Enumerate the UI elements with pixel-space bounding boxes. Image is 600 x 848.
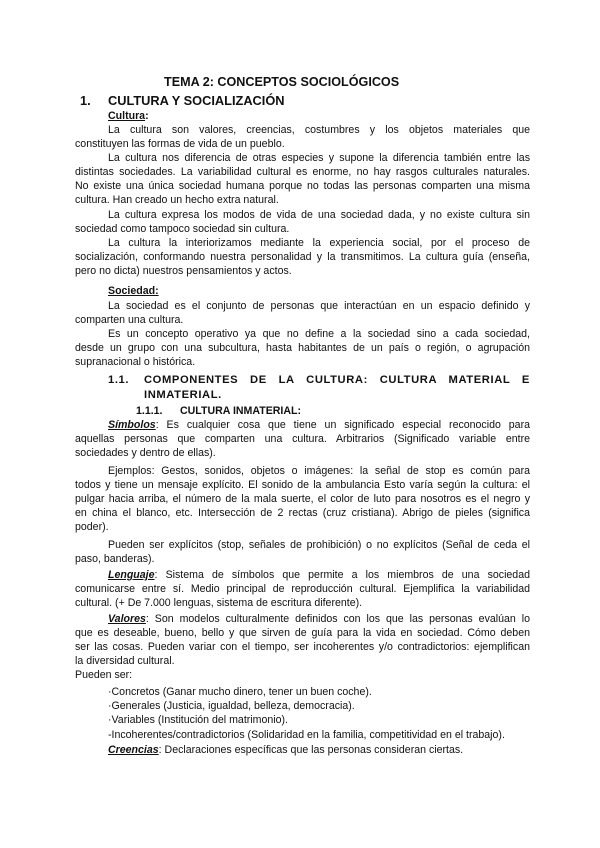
sociedad-p1-line-1: La sociedad es el conjunto de personas que interactúan en un espacio definido y: [108, 300, 530, 312]
simbolos-line-2: aquellas personas que comparten una cultura. Arbitrarios (Significado variable entre: [75, 433, 530, 445]
valores-line-3: ser las cosas. Pueden variar con el tiempo, ser incoherentes y/o contradictorios: ejemplifican: [75, 641, 530, 653]
valores-line-4: la diversidad cultural.: [75, 655, 175, 667]
list-item: -Incoherentes/contradictorios (Solidaridad en la familia, competitividad en el trabajo).: [108, 729, 505, 741]
cultura-heading-suffix: :: [145, 110, 149, 122]
pueden-ser-label: Pueden ser:: [75, 669, 133, 681]
sociedad-p2-line-3: supranacional o histórica.: [75, 356, 196, 368]
simbolos-line-3: sociedades y dentro de ellas).: [75, 447, 216, 459]
section-1-1-1-title: CULTURA INMATERIAL:: [180, 405, 302, 417]
lenguaje-line-1-text: : Sistema de símbolos que permite a los miembros de una sociedad: [154, 569, 530, 581]
ejemplos-line-4: en china el blanco, etc. Intersección de 2 rectas (cruz cristiana). Abrigo de pieles (significa: [75, 507, 530, 519]
section-1-1-number: 1.1.: [108, 374, 130, 386]
cultura-heading-line: [108, 110, 149, 123]
sociedad-heading: Sociedad:: [108, 285, 159, 297]
sociedad-p1-line-2: comparten una cultura.: [75, 314, 184, 326]
sociedad-p2-line-2: desde un grupo con una subcultura, hasta habitantes de un país o región, o agrupación: [75, 342, 530, 354]
section-1-1-1-number: 1.1.1.: [136, 405, 163, 417]
ejemplos-line-2: todos y tiene un mensaje explícito. El sonido de la ambulancia Esto varía según la cultura: el: [75, 479, 530, 491]
cultura-p2-line-3: No existe una única sociedad humana porque no todas las personas comparten una misma: [75, 180, 530, 192]
document-title: TEMA 2: CONCEPTOS SOCIOLÓGICOS: [164, 75, 400, 89]
creencias-heading: Creencias: [108, 744, 159, 756]
section-1-number: 1.: [80, 93, 91, 108]
explicitos-line-2: paso, banderas).: [75, 553, 155, 565]
cultura-p2-line-1: La cultura nos diferencia de otras especies y supone la diferencia también entre las: [108, 152, 530, 164]
list-item: ·Concretos (Ganar mucho dinero, tener un buen coche).: [108, 686, 372, 698]
valores-heading: Valores: [108, 613, 146, 625]
lenguaje-line-2: comunicarse entre sí. Medio principal de reproducción cultural. Ejemplifica la variabilidad: [75, 583, 530, 595]
ejemplos-line-1: Ejemplos: Gestos, sonidos, objetos o imágenes: la señal de stop es común para: [108, 465, 530, 477]
ejemplos-line-5: poder).: [75, 521, 109, 533]
section-1-1-title-line-2: INMATERIAL.: [144, 389, 222, 401]
cultura-p4-line-3: pero no dicta) nuestros pensamientos y actos.: [75, 265, 292, 277]
simbolos-line-1-text: : Es cualquier cosa que tiene un significado especial reconocido para: [155, 419, 530, 431]
cultura-p3-line-2: sociedad como tampoco sociedad sin cultura.: [75, 223, 290, 235]
simbolos-heading: Símbolos: [108, 419, 156, 431]
lenguaje-heading: Lenguaje: [108, 569, 155, 581]
cultura-heading: Cultura: [108, 110, 146, 122]
cultura-p1-line-2: constituyen las formas de vida de un pueblo.: [75, 138, 285, 150]
section-1-title: CULTURA Y SOCIALIZACIÓN: [108, 93, 285, 108]
cultura-p4-line-2: socialización, conformando nuestra personalidad y la transmitimos. La cultura guía (enseña,: [75, 251, 530, 263]
cultura-p2-line-2: distintas sociedades. La variabilidad cultural es enorme, no hay rasgos culturales naturales.: [75, 166, 530, 178]
ejemplos-line-3: pulgar hacia arriba, el número de la mala suerte, el color de luto para nosotros es el negro y: [75, 493, 530, 505]
lenguaje-line-3: cultural. (+ De 7.000 lenguas, sistema de escritura diferente).: [75, 597, 363, 609]
explicitos-line-1: Pueden ser explícitos (stop, señales de prohibición) o no explícitos (Señal de ceda el: [108, 539, 530, 551]
simbolos-line-1: [108, 419, 530, 432]
cultura-p3-line-1: La cultura expresa los modos de vida de una sociedad dada, y no existe cultura sin: [108, 209, 530, 221]
cultura-p4-line-1: La cultura la interiorizamos mediante la experiencia social, por el proceso de: [108, 237, 530, 249]
valores-line-2: que es deseable, bueno, bello y que sirven de guía para la vida en sociedad. Cómo deben: [75, 627, 530, 639]
section-1-1-title-line-1: COMPONENTES DE LA CULTURA: CULTURA MATERIAL E: [144, 374, 530, 386]
list-item: ·Variables (Institución del matrimonio).: [108, 714, 288, 726]
list-item: ·Generales (Justicia, igualdad, belleza, democracia).: [108, 700, 355, 712]
cultura-p1-line-1: La cultura son valores, creencias, costumbres y los objetos materiales que: [108, 124, 530, 136]
cultura-p2-line-4: cultura. Han creado un hecho extra natural.: [75, 194, 279, 206]
creencias-line: [108, 744, 463, 757]
valores-line-1-text: : Son modelos culturalmente definidos con los que las personas evalúan lo: [145, 613, 530, 625]
sociedad-p2-line-1: Es un concepto operativo ya que no define a la sociedad sino a cada sociedad,: [108, 328, 530, 340]
valores-line-1: [108, 613, 530, 626]
creencias-text: : Declaraciones específicas que las personas consideran ciertas.: [158, 744, 464, 756]
lenguaje-line-1: [108, 569, 530, 582]
